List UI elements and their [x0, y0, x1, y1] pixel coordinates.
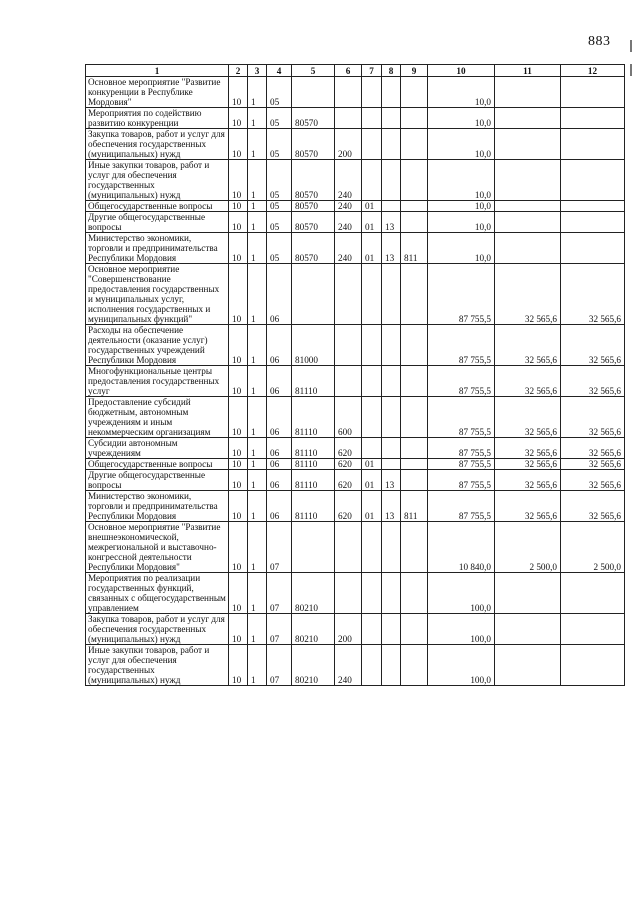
cell-amount-year2: 32 565,6 [495, 264, 561, 325]
cell-program: 1 [248, 160, 267, 201]
cell-expense-type [335, 77, 362, 108]
cell-ministry: 811 [401, 491, 428, 522]
cell-expense-type: 620 [335, 491, 362, 522]
cell-item-name: Расходы на обеспечение деятельности (оказание услуг) государственных учреждений Республики Мордовия [86, 325, 229, 366]
cell-subprogram: 07 [267, 522, 292, 573]
cell-amount-year3 [561, 108, 625, 129]
cell-subsection [382, 264, 401, 325]
cell-amount-year1: 10,0 [428, 77, 495, 108]
cell-expense-type: 240 [335, 201, 362, 212]
cell-section: 01 [362, 233, 382, 264]
table-row [86, 160, 625, 201]
cell-item-name: Субсидии автономным учреждениям [86, 438, 229, 459]
cell-direction: 81110 [292, 491, 335, 522]
cell-item-name: Министерство экономики, торговли и предпринимательства Республики Мордовия [86, 233, 229, 264]
column-header: 11 [495, 65, 561, 77]
cell-direction: 80210 [292, 614, 335, 645]
cell-ministry [401, 160, 428, 201]
cell-section: 01 [362, 459, 382, 470]
column-header: 5 [292, 65, 335, 77]
cell-item-name: Основное мероприятие "Развитие внешнеэкономической, межрегиональной и выставочно-конгрессной деятельности Республики Мордовия" [86, 522, 229, 573]
table-row [86, 129, 625, 160]
table-row [86, 264, 625, 325]
cell-direction: 80570 [292, 129, 335, 160]
cell-amount-year1: 10,0 [428, 212, 495, 233]
cell-item-name: Иные закупки товаров, работ и услуг для обеспечения государственных (муниципальных) нужд [86, 160, 229, 201]
cell-item-name: Основное мероприятие "Развитие конкуренции в Республике Мордовия" [86, 77, 229, 108]
cell-subprogram: 05 [267, 129, 292, 160]
cell-amount-year1: 10,0 [428, 129, 495, 160]
cell-subsection [382, 459, 401, 470]
cell-amount-year2 [495, 212, 561, 233]
cell-item-name: Общегосударственные вопросы [86, 201, 229, 212]
cell-section [362, 264, 382, 325]
cell-amount-year3 [561, 212, 625, 233]
cell-amount-year2 [495, 129, 561, 160]
cell-amount-year2 [495, 233, 561, 264]
table-row [86, 470, 625, 491]
cell-section [362, 77, 382, 108]
cell-section [362, 397, 382, 438]
cell-amount-year2: 32 565,6 [495, 470, 561, 491]
cell-amount-year1: 87 755,5 [428, 491, 495, 522]
cell-direction [292, 522, 335, 573]
cell-item-name: Закупка товаров, работ и услуг для обеспечения государственных (муниципальных) нужд [86, 129, 229, 160]
column-header: 12 [561, 65, 625, 77]
cell-amount-year3 [561, 77, 625, 108]
cell-item-name: Мероприятия по содействию развитию конкуренции [86, 108, 229, 129]
cell-chapter: 10 [229, 459, 248, 470]
cell-subsection [382, 397, 401, 438]
cell-ministry [401, 397, 428, 438]
cell-subprogram: 06 [267, 438, 292, 459]
cell-program: 1 [248, 573, 267, 614]
cell-subsection [382, 201, 401, 212]
cell-ministry [401, 108, 428, 129]
cell-amount-year3: 32 565,6 [561, 325, 625, 366]
cell-chapter: 10 [229, 233, 248, 264]
cell-amount-year1: 87 755,5 [428, 264, 495, 325]
cell-item-name: Иные закупки товаров, работ и услуг для обеспечения государственных (муниципальных) нужд [86, 645, 229, 686]
cell-subprogram: 07 [267, 645, 292, 686]
cell-chapter: 10 [229, 201, 248, 212]
cell-section [362, 160, 382, 201]
cell-ministry [401, 129, 428, 160]
cell-subprogram: 06 [267, 264, 292, 325]
cell-subsection [382, 366, 401, 397]
table-row [86, 397, 625, 438]
cell-section [362, 573, 382, 614]
cell-amount-year3 [561, 573, 625, 614]
cell-ministry [401, 522, 428, 573]
cell-amount-year2: 32 565,6 [495, 397, 561, 438]
cell-direction: 80210 [292, 645, 335, 686]
cell-program: 1 [248, 459, 267, 470]
cell-chapter: 10 [229, 522, 248, 573]
cell-expense-type: 620 [335, 459, 362, 470]
cell-direction: 81000 [292, 325, 335, 366]
cell-subprogram: 05 [267, 77, 292, 108]
cell-amount-year3: 32 565,6 [561, 491, 625, 522]
cell-amount-year1: 87 755,5 [428, 397, 495, 438]
cell-item-name: Основное мероприятие "Совершенствование предоставления государственных и муниципальных услуг, исполнения государственных и муниципальных функций" [86, 264, 229, 325]
cell-chapter: 10 [229, 438, 248, 459]
cell-expense-type: 620 [335, 470, 362, 491]
cell-subprogram: 06 [267, 470, 292, 491]
cell-subprogram: 05 [267, 201, 292, 212]
cell-amount-year3: 2 500,0 [561, 522, 625, 573]
cell-amount-year1: 10 840,0 [428, 522, 495, 573]
cell-section: 01 [362, 470, 382, 491]
cell-ministry [401, 645, 428, 686]
table-row [86, 645, 625, 686]
cell-expense-type [335, 264, 362, 325]
cell-amount-year3 [561, 614, 625, 645]
cell-program: 1 [248, 491, 267, 522]
page-number: 883 [588, 34, 611, 49]
cell-chapter: 10 [229, 491, 248, 522]
cell-chapter: 10 [229, 397, 248, 438]
cell-amount-year3: 32 565,6 [561, 470, 625, 491]
scan-edge-mark [630, 64, 632, 76]
cell-ministry [401, 264, 428, 325]
cell-item-name: Многофункциональные центры предоставления государственных услуг [86, 366, 229, 397]
table-row [86, 366, 625, 397]
cell-subsection: 13 [382, 491, 401, 522]
budget-table [85, 64, 625, 686]
cell-amount-year2 [495, 614, 561, 645]
cell-direction: 81110 [292, 438, 335, 459]
cell-subsection: 13 [382, 212, 401, 233]
cell-program: 1 [248, 108, 267, 129]
cell-program: 1 [248, 366, 267, 397]
cell-subprogram: 06 [267, 491, 292, 522]
cell-chapter: 10 [229, 108, 248, 129]
cell-amount-year1: 87 755,5 [428, 459, 495, 470]
cell-program: 1 [248, 614, 267, 645]
cell-amount-year2: 2 500,0 [495, 522, 561, 573]
table-row [86, 108, 625, 129]
cell-subprogram: 05 [267, 212, 292, 233]
cell-subprogram: 06 [267, 397, 292, 438]
cell-chapter: 10 [229, 645, 248, 686]
column-header: 10 [428, 65, 495, 77]
cell-subprogram: 07 [267, 614, 292, 645]
column-header: 4 [267, 65, 292, 77]
cell-program: 1 [248, 470, 267, 491]
cell-amount-year2: 32 565,6 [495, 366, 561, 397]
cell-ministry [401, 201, 428, 212]
cell-amount-year2 [495, 201, 561, 212]
cell-item-name: Мероприятия по реализации государственных функций, связанных с общегосударственным управлением [86, 573, 229, 614]
cell-ministry: 811 [401, 233, 428, 264]
cell-amount-year1: 87 755,5 [428, 470, 495, 491]
cell-program: 1 [248, 264, 267, 325]
header-row [86, 65, 625, 77]
cell-subprogram: 05 [267, 233, 292, 264]
table-row [86, 491, 625, 522]
cell-item-name: Министерство экономики, торговли и предпринимательства Республики Мордовия [86, 491, 229, 522]
cell-direction: 80570 [292, 233, 335, 264]
cell-amount-year3: 32 565,6 [561, 438, 625, 459]
cell-section [362, 522, 382, 573]
cell-subsection [382, 438, 401, 459]
cell-section [362, 645, 382, 686]
cell-amount-year3: 32 565,6 [561, 264, 625, 325]
cell-direction [292, 264, 335, 325]
cell-amount-year3 [561, 645, 625, 686]
cell-item-name: Общегосударственные вопросы [86, 459, 229, 470]
cell-expense-type [335, 108, 362, 129]
cell-direction: 81110 [292, 470, 335, 491]
cell-subprogram: 05 [267, 108, 292, 129]
cell-section [362, 438, 382, 459]
cell-ministry [401, 77, 428, 108]
cell-subsection: 13 [382, 470, 401, 491]
cell-expense-type: 200 [335, 129, 362, 160]
cell-program: 1 [248, 201, 267, 212]
table-row [86, 212, 625, 233]
cell-direction: 81110 [292, 397, 335, 438]
cell-amount-year2 [495, 160, 561, 201]
cell-amount-year1: 87 755,5 [428, 366, 495, 397]
table-row [86, 614, 625, 645]
cell-item-name: Другие общегосударственные вопросы [86, 470, 229, 491]
cell-program: 1 [248, 129, 267, 160]
cell-amount-year2 [495, 108, 561, 129]
cell-amount-year3 [561, 233, 625, 264]
cell-amount-year2 [495, 573, 561, 614]
column-header: 9 [401, 65, 428, 77]
budget-table-container [85, 64, 624, 686]
cell-ministry [401, 366, 428, 397]
cell-amount-year3 [561, 129, 625, 160]
cell-amount-year3: 32 565,6 [561, 397, 625, 438]
cell-expense-type: 240 [335, 212, 362, 233]
cell-subsection [382, 108, 401, 129]
cell-amount-year1: 10,0 [428, 108, 495, 129]
cell-direction [292, 77, 335, 108]
cell-chapter: 10 [229, 77, 248, 108]
column-header: 3 [248, 65, 267, 77]
column-header: 6 [335, 65, 362, 77]
cell-program: 1 [248, 212, 267, 233]
cell-amount-year1: 87 755,5 [428, 438, 495, 459]
cell-item-name: Закупка товаров, работ и услуг для обеспечения государственных (муниципальных) нужд [86, 614, 229, 645]
cell-chapter: 10 [229, 325, 248, 366]
cell-amount-year1: 100,0 [428, 573, 495, 614]
column-header: 1 [86, 65, 229, 77]
cell-amount-year3: 32 565,6 [561, 459, 625, 470]
cell-subsection [382, 325, 401, 366]
cell-chapter: 10 [229, 129, 248, 160]
table-row [86, 522, 625, 573]
cell-subsection [382, 129, 401, 160]
cell-amount-year3: 32 565,6 [561, 366, 625, 397]
cell-expense-type: 600 [335, 397, 362, 438]
cell-direction: 81110 [292, 459, 335, 470]
cell-expense-type: 620 [335, 438, 362, 459]
cell-program: 1 [248, 233, 267, 264]
table-row [86, 325, 625, 366]
cell-program: 1 [248, 438, 267, 459]
scan-edge-mark [630, 40, 632, 52]
cell-amount-year1: 10,0 [428, 201, 495, 212]
cell-section: 01 [362, 491, 382, 522]
cell-subprogram: 06 [267, 325, 292, 366]
cell-section [362, 325, 382, 366]
cell-subsection [382, 573, 401, 614]
cell-expense-type [335, 366, 362, 397]
cell-amount-year2 [495, 77, 561, 108]
cell-item-name: Предоставление субсидий бюджетным, автономным учреждениям и иным некоммерческим организациям [86, 397, 229, 438]
cell-program: 1 [248, 522, 267, 573]
cell-program: 1 [248, 325, 267, 366]
cell-subsection [382, 614, 401, 645]
cell-amount-year2: 32 565,6 [495, 438, 561, 459]
cell-amount-year1: 87 755,5 [428, 325, 495, 366]
cell-program: 1 [248, 77, 267, 108]
cell-amount-year2: 32 565,6 [495, 491, 561, 522]
cell-chapter: 10 [229, 366, 248, 397]
cell-subsection [382, 522, 401, 573]
column-header: 2 [229, 65, 248, 77]
cell-chapter: 10 [229, 614, 248, 645]
cell-expense-type: 240 [335, 160, 362, 201]
cell-amount-year2: 32 565,6 [495, 325, 561, 366]
cell-item-name: Другие общегосударственные вопросы [86, 212, 229, 233]
cell-expense-type [335, 325, 362, 366]
cell-expense-type: 240 [335, 645, 362, 686]
column-header: 7 [362, 65, 382, 77]
cell-chapter: 10 [229, 264, 248, 325]
table-body [86, 77, 625, 686]
cell-direction: 81110 [292, 366, 335, 397]
cell-expense-type: 200 [335, 614, 362, 645]
cell-ministry [401, 325, 428, 366]
cell-amount-year1: 100,0 [428, 645, 495, 686]
cell-direction: 80570 [292, 108, 335, 129]
cell-ministry [401, 470, 428, 491]
cell-ministry [401, 459, 428, 470]
cell-chapter: 10 [229, 212, 248, 233]
cell-program: 1 [248, 645, 267, 686]
cell-ministry [401, 573, 428, 614]
cell-chapter: 10 [229, 573, 248, 614]
table-row [86, 438, 625, 459]
cell-subsection [382, 77, 401, 108]
table-row [86, 573, 625, 614]
cell-ministry [401, 614, 428, 645]
table-row [86, 201, 625, 212]
cell-subprogram: 05 [267, 160, 292, 201]
table-row [86, 233, 625, 264]
cell-section [362, 129, 382, 160]
cell-amount-year3 [561, 160, 625, 201]
cell-subsection [382, 160, 401, 201]
cell-direction: 80570 [292, 201, 335, 212]
cell-ministry [401, 438, 428, 459]
cell-direction: 80210 [292, 573, 335, 614]
column-header: 8 [382, 65, 401, 77]
cell-subprogram: 06 [267, 366, 292, 397]
cell-direction: 80570 [292, 160, 335, 201]
cell-amount-year1: 10,0 [428, 160, 495, 201]
cell-section: 01 [362, 212, 382, 233]
cell-ministry [401, 212, 428, 233]
cell-subprogram: 06 [267, 459, 292, 470]
cell-direction: 80570 [292, 212, 335, 233]
cell-section [362, 366, 382, 397]
cell-subsection [382, 645, 401, 686]
cell-amount-year3 [561, 201, 625, 212]
cell-amount-year1: 100,0 [428, 614, 495, 645]
table-row [86, 459, 625, 470]
cell-section [362, 614, 382, 645]
cell-amount-year2: 32 565,6 [495, 459, 561, 470]
cell-chapter: 10 [229, 160, 248, 201]
cell-amount-year1: 10,0 [428, 233, 495, 264]
cell-subsection: 13 [382, 233, 401, 264]
cell-program: 1 [248, 397, 267, 438]
table-row [86, 77, 625, 108]
cell-section: 01 [362, 201, 382, 212]
cell-amount-year2 [495, 645, 561, 686]
cell-expense-type: 240 [335, 233, 362, 264]
cell-chapter: 10 [229, 470, 248, 491]
cell-expense-type [335, 573, 362, 614]
cell-subprogram: 07 [267, 573, 292, 614]
cell-expense-type [335, 522, 362, 573]
cell-section [362, 108, 382, 129]
